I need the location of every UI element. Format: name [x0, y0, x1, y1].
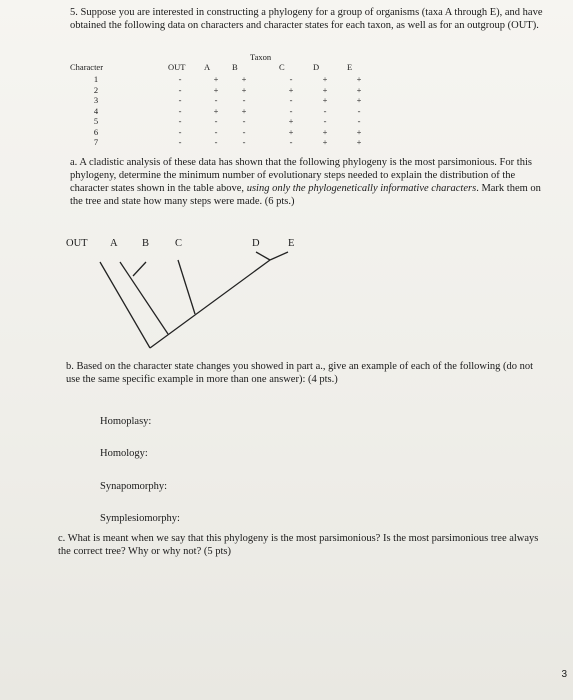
tree-label-d: D: [252, 238, 260, 249]
term-symplesiomorphy: Symplesiomorphy:: [100, 513, 180, 524]
character-state: +: [213, 74, 219, 84]
column-header: C: [279, 62, 285, 72]
tree-label-c: C: [175, 238, 183, 249]
taxon-title: Taxon: [250, 52, 272, 62]
character-state: -: [289, 95, 293, 105]
character-state: +: [356, 126, 362, 137]
character-state: -: [178, 74, 182, 84]
column-header: D: [313, 62, 320, 72]
character-header: Character: [70, 62, 104, 72]
character-state: -: [214, 137, 218, 147]
character-number: 1: [93, 74, 99, 84]
character-state: -: [214, 116, 218, 126]
character-state: -: [178, 116, 182, 126]
character-state: -: [357, 105, 361, 116]
column-header: E: [347, 62, 353, 72]
character-state: -: [178, 105, 182, 116]
character-state: +: [356, 137, 362, 147]
character-state: -: [289, 137, 293, 147]
part-a-text: a. A cladistic analysis of these data has shown that the following phylogeny is the most parsimonious. For this phylogeny, determine the minimum number of evolutionary steps needed to explain the distribution of the character states shown in the table above, using only the phylogenetically informative characters. Mark them on the tree and state how many steps were made. (6 pts.): [70, 157, 541, 207]
character-state: +: [213, 105, 219, 116]
character-state: +: [356, 74, 362, 84]
character-number: 6: [93, 126, 99, 137]
character-state: -: [178, 137, 182, 147]
character-state: -: [323, 105, 327, 116]
character-number: 2: [93, 84, 99, 95]
term-homoplasy: Homoplasy:: [100, 416, 152, 427]
term-synapomorphy: Synapomorphy:: [100, 481, 168, 492]
character-state: -: [357, 116, 361, 126]
character-number: 3: [93, 95, 99, 105]
tree-label-a: A: [110, 238, 118, 249]
tree-label-e: E: [288, 238, 295, 249]
character-state: +: [322, 137, 328, 147]
character-state: +: [356, 84, 362, 95]
column-header: A: [204, 62, 211, 72]
term-homology: Homology:: [100, 448, 148, 459]
page-number: 3: [561, 669, 567, 680]
column-header: OUT: [168, 62, 186, 72]
character-state: -: [178, 126, 182, 137]
character-state: +: [288, 126, 294, 137]
character-state: +: [241, 84, 247, 95]
character-state: +: [288, 84, 294, 95]
part-b-text: b. Based on the character state changes you showed in part a., give an example of each of the following (do not use the same specific example in more than one answer): (4 pts.): [66, 361, 534, 385]
tree-branches: [60, 230, 380, 360]
tree-label-b: B: [142, 238, 150, 249]
question-intro: 5. Suppose you are interested in constructing a phylogeny for a group of organisms (taxa A through E), and have obtained the following data on characters and character states for each taxon, as well as for an outgroup (OUT).: [70, 7, 543, 31]
character-state: +: [213, 84, 219, 95]
character-state: -: [242, 116, 246, 126]
tree-label-out: OUT: [66, 238, 88, 249]
character-state: +: [322, 74, 328, 84]
character-state: +: [288, 116, 294, 126]
part-c-text: c. What is meant when we say that this phylogeny is the most parsimonious? Is the most parsimonious tree always the correct tree? Why or why not? (5 pts): [58, 533, 539, 557]
character-state: -: [289, 105, 293, 116]
character-state: -: [289, 74, 293, 84]
character-state: -: [242, 95, 246, 105]
character-state: -: [242, 126, 246, 137]
character-state: +: [322, 95, 328, 105]
character-state: -: [323, 116, 327, 126]
character-state: -: [178, 84, 182, 95]
character-number: 7: [93, 137, 99, 147]
character-state: +: [241, 105, 247, 116]
character-number: 4: [93, 105, 99, 116]
character-state: -: [242, 137, 246, 147]
character-state: -: [214, 95, 218, 105]
character-state: +: [322, 84, 328, 95]
character-number: 5: [93, 116, 99, 126]
column-header: B: [232, 62, 238, 72]
character-state: -: [178, 95, 182, 105]
character-state: -: [214, 126, 218, 137]
character-state: +: [356, 95, 362, 105]
phylogeny-tree: [60, 230, 380, 360]
character-state: +: [241, 74, 247, 84]
character-state: +: [322, 126, 328, 137]
